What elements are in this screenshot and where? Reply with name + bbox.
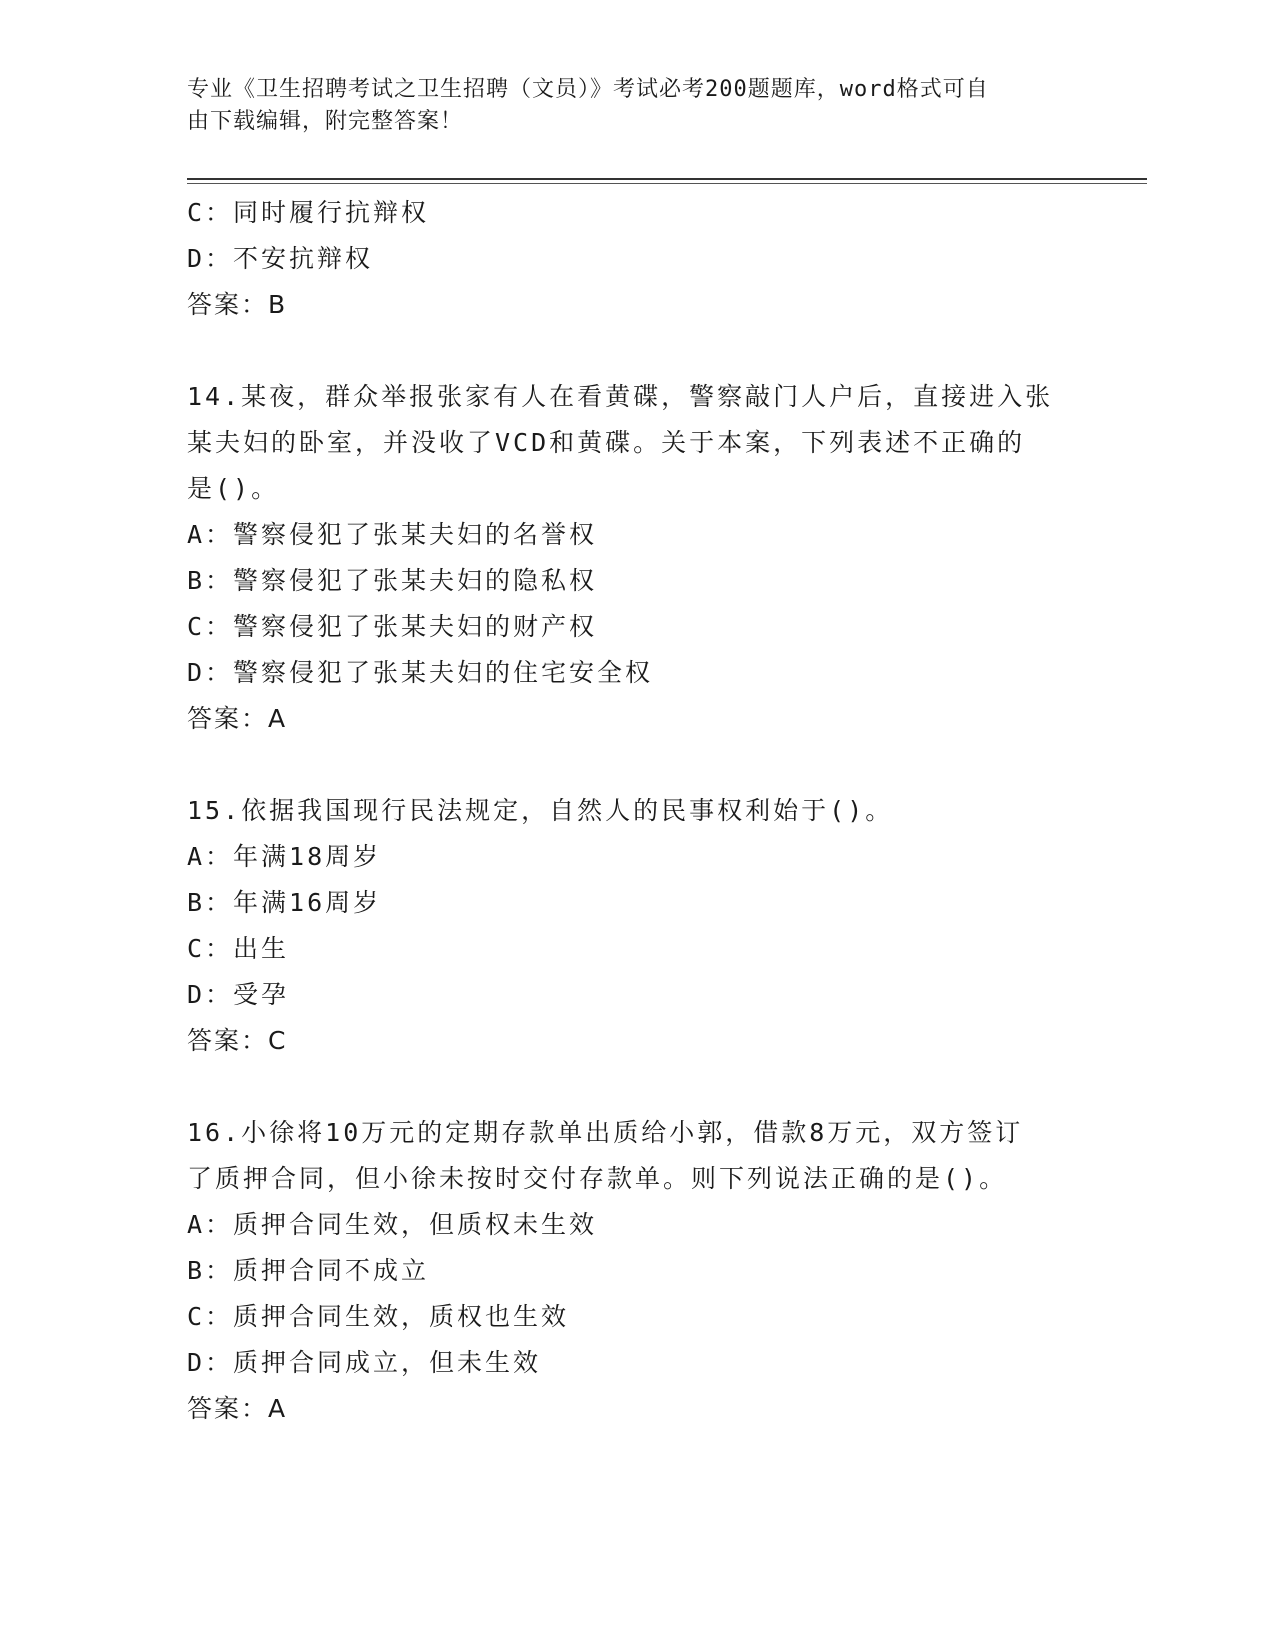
header-line-2: 由下载编辑，附完整答案！ (187, 109, 464, 134)
option-d: D：不安抗辩权 (187, 244, 374, 273)
answer-line: 答案：C (187, 1026, 288, 1055)
question-13 (187, 190, 1067, 328)
question-16 (187, 1110, 1067, 1432)
header-divider-thin (187, 183, 1147, 184)
answer-line: 答案：A (187, 1394, 288, 1423)
question-stem: 某夫妇的卧室，并没收了VCD和黄碟。关于本案，下列表述不正确的 (187, 428, 1026, 457)
option-c: C：出生 (187, 934, 290, 963)
option-b: B：年满16周岁 (187, 888, 382, 917)
option-a: A：质押合同生效，但质权未生效 (187, 1210, 598, 1239)
question-stem: 16.小徐将10万元的定期存款单出质给小郭，借款8万元，双方签订 (187, 1118, 1024, 1147)
header-line-1: 专业《卫生招聘考试之卫生招聘（文员）》考试必考200题题库，word格式可自 (187, 77, 989, 102)
option-c: C：同时履行抗辩权 (187, 198, 430, 227)
spacer (187, 1064, 1067, 1110)
header-divider-thick (187, 178, 1147, 180)
question-list (187, 190, 1067, 1432)
question-stem: 14.某夜，群众举报张家有人在看黄碟，警察敲门人户后，直接进入张 (187, 382, 1054, 411)
spacer (187, 328, 1067, 374)
question-stem: 了质押合同，但小徐未按时交付存款单。则下列说法正确的是()。 (187, 1164, 1008, 1193)
question-15 (187, 788, 1067, 1064)
answer-line: 答案：A (187, 704, 288, 733)
option-a: A：年满18周岁 (187, 842, 382, 871)
option-d: D：受孕 (187, 980, 290, 1009)
option-c: C：质押合同生效，质权也生效 (187, 1302, 570, 1331)
option-a: A：警察侵犯了张某夫妇的名誉权 (187, 520, 598, 549)
question-stem: 15.依据我国现行民法规定，自然人的民事权利始于()。 (187, 796, 894, 825)
option-c: C：警察侵犯了张某夫妇的财产权 (187, 612, 598, 641)
option-b: B：质押合同不成立 (187, 1256, 430, 1285)
spacer (187, 742, 1067, 788)
option-b: B：警察侵犯了张某夫妇的隐私权 (187, 566, 598, 595)
option-d: D：警察侵犯了张某夫妇的住宅安全权 (187, 658, 654, 687)
option-d: D：质押合同成立，但未生效 (187, 1348, 542, 1377)
question-stem: 是()。 (187, 474, 280, 503)
document-header (187, 74, 1067, 138)
question-14 (187, 374, 1067, 742)
answer-line: 答案：B (187, 290, 288, 319)
